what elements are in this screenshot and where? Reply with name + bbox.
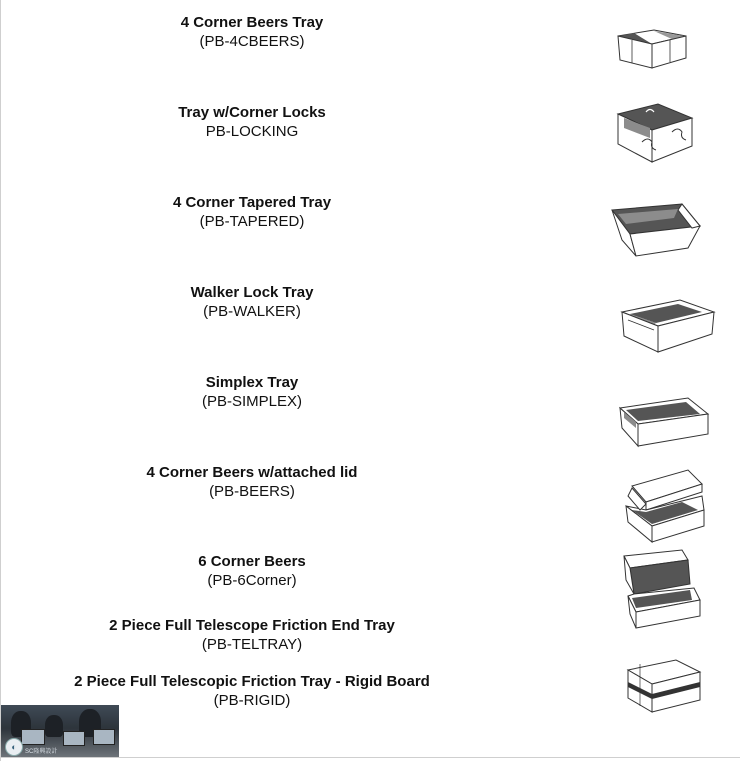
left-border xyxy=(0,0,1,761)
beers-tray-icon xyxy=(612,24,692,72)
product-caption-4cbeers xyxy=(40,13,464,51)
product-caption-6corner xyxy=(40,552,464,590)
laptop-screen xyxy=(21,729,45,745)
product-code: (PB-TAPERED) xyxy=(199,213,305,230)
tapered-tray-icon xyxy=(608,200,704,260)
product-name: 4 Corner Beers w/attached lid xyxy=(146,464,358,481)
bottom-border xyxy=(0,757,740,758)
product-code: (PB-TELTRAY) xyxy=(201,636,303,653)
badge-text: SC隆興設計 xyxy=(25,749,58,755)
product-name: 2 Piece Full Telescope Friction End Tray xyxy=(109,617,395,634)
product-name: 6 Corner Beers xyxy=(198,553,306,570)
six-corner-box-icon xyxy=(620,548,706,630)
beers-lid-box-icon xyxy=(622,466,712,546)
product-code: (PB-WALKER) xyxy=(203,303,301,320)
product-caption-walker xyxy=(40,283,464,321)
product-name: 4 Corner Tapered Tray xyxy=(172,194,332,211)
product-name: Simplex Tray xyxy=(205,374,299,391)
product-code: (PB-RIGID) xyxy=(213,692,291,709)
product-caption-simplex xyxy=(40,373,464,411)
product-caption-tapered xyxy=(40,193,464,231)
corner-lock-tray-icon xyxy=(612,98,696,166)
rigid-box-icon xyxy=(624,656,704,716)
product-code: PB-LOCKING xyxy=(205,123,299,140)
person-silhouette xyxy=(45,715,63,737)
product-caption-teltray xyxy=(40,616,464,654)
product-name: Walker Lock Tray xyxy=(190,284,314,301)
product-name: 2 Piece Full Telescopic Friction Tray - Rigid Board xyxy=(74,673,430,690)
laptop-screen xyxy=(93,729,115,745)
product-name: Tray w/Corner Locks xyxy=(178,104,326,121)
laptop-screen xyxy=(63,731,85,746)
walker-lock-tray-icon xyxy=(618,296,718,356)
logo-badge-icon: ◐ xyxy=(5,738,23,756)
product-code: (PB-BEERS) xyxy=(209,483,295,500)
product-code: (PB-6Corner) xyxy=(207,572,297,589)
product-caption-beers xyxy=(40,463,464,501)
product-code: (PB-4CBEERS) xyxy=(199,33,305,50)
product-code: (PB-SIMPLEX) xyxy=(201,393,303,410)
video-thumbnail-icon[interactable] xyxy=(1,705,119,757)
product-caption-locking xyxy=(40,103,464,141)
simplex-tray-icon xyxy=(616,394,712,450)
product-name: 4 Corner Beers Tray xyxy=(180,14,324,31)
